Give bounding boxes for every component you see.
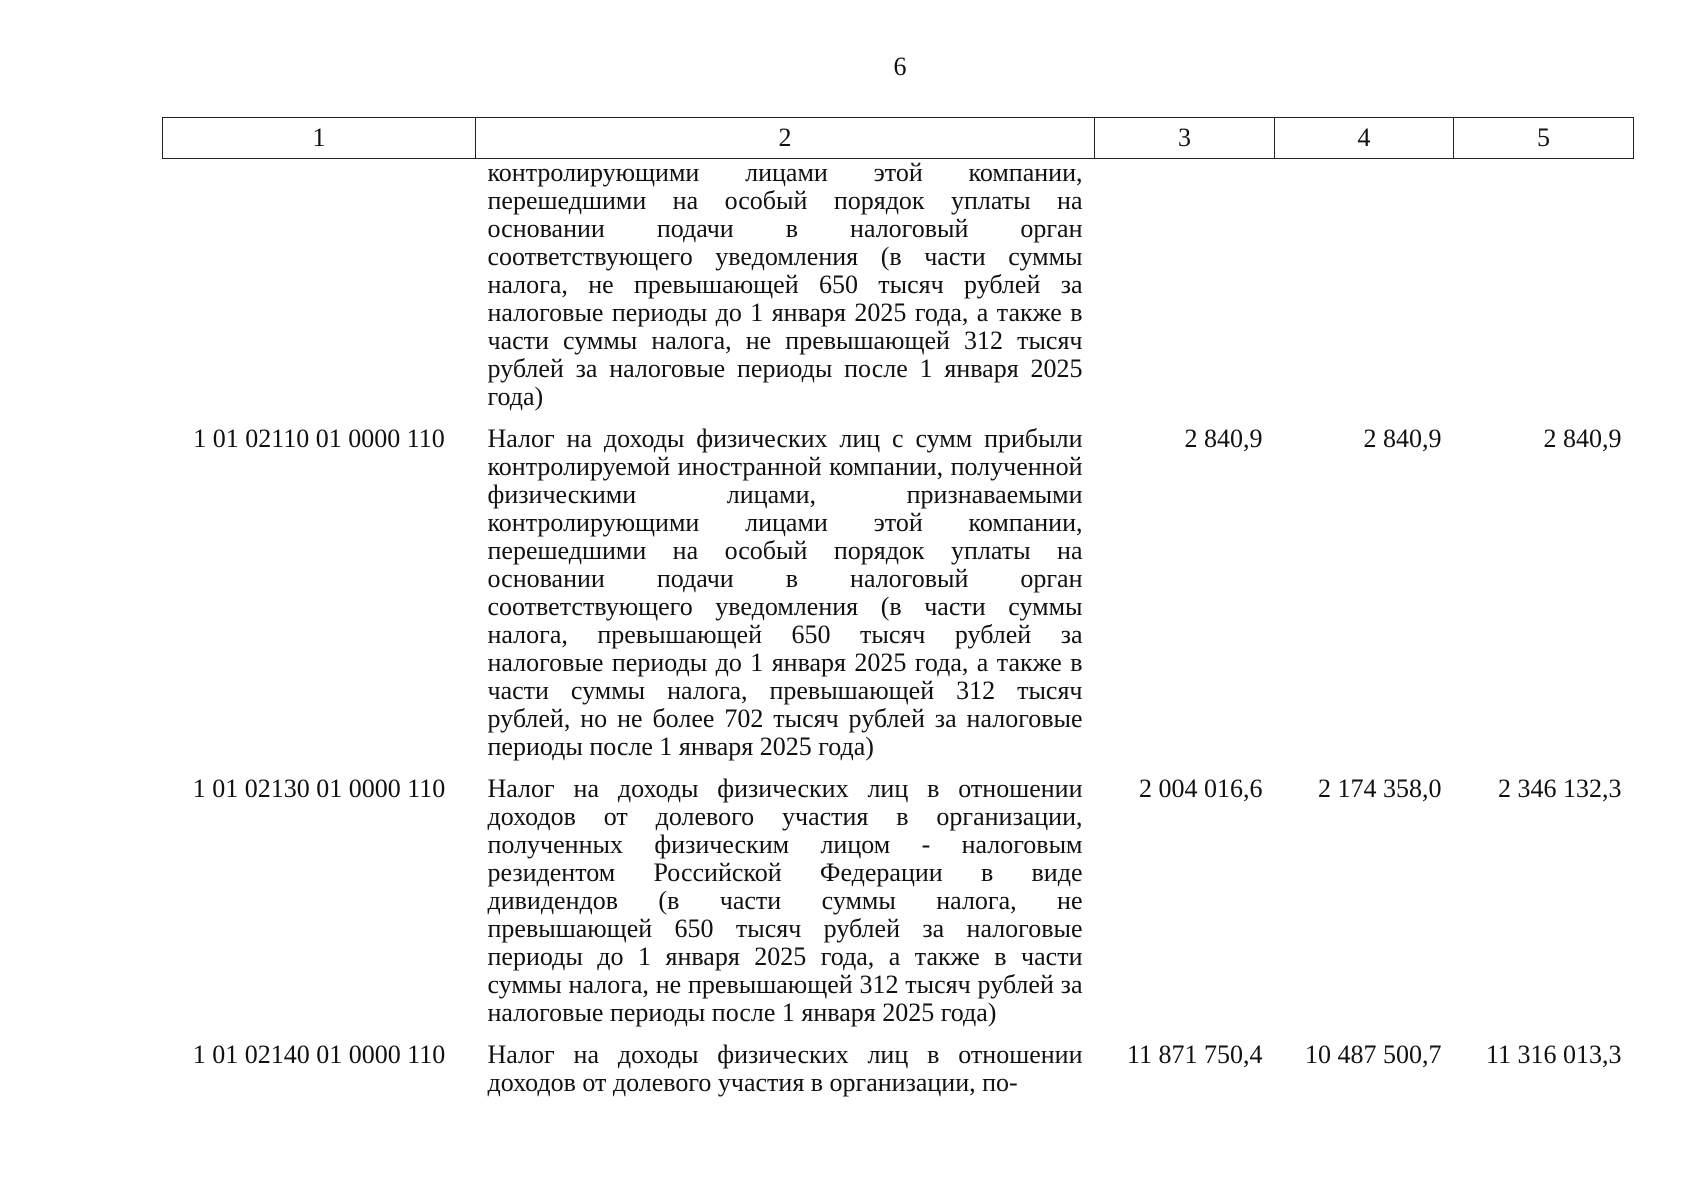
row-value-col-5: 11 316 013,3 xyxy=(1485,1040,1622,1069)
row-value-col-3 xyxy=(1095,159,1275,426)
row-value-col-5: 2 346 132,3 xyxy=(1498,774,1622,803)
row-value-col-3: 2 004 016,6 xyxy=(1139,774,1263,803)
header-col-4: 4 xyxy=(1275,118,1454,159)
table-row xyxy=(163,775,1634,1041)
row-value-col-4: 2 174 358,0 xyxy=(1318,774,1442,803)
row-value-col-4 xyxy=(1275,159,1454,426)
table-body xyxy=(163,159,1634,1112)
row-description: Налог на доходы физических лиц в отношении доходов от долевого участия в организации, по- xyxy=(487,1040,1083,1097)
table-header xyxy=(163,118,1634,159)
header-row xyxy=(163,118,1634,159)
row-value-col-3: 11 871 750,4 xyxy=(1126,1040,1263,1069)
row-code: 1 01 02110 01 0000 110 xyxy=(193,424,445,453)
table-row xyxy=(163,159,1634,426)
table-row xyxy=(163,425,1634,775)
row-code: 1 01 02140 01 0000 110 xyxy=(192,1040,446,1069)
table-row xyxy=(163,1041,1634,1111)
header-col-1: 1 xyxy=(163,118,476,159)
row-code xyxy=(163,159,476,426)
page-number: 6 xyxy=(893,52,907,81)
row-value-col-4: 2 840,9 xyxy=(1363,424,1442,453)
row-description: Налог на доходы физических лиц в отношении доходов от долевого участия в организации, полученных физическим лицом - налоговым резидентом Российской Федерации в виде дивидендов (в части суммы налога, не превышающей 650 тысяч рублей за налоговые периоды до 1 января 2025 года, а также в части суммы налога, не превышающей 312 тысяч рублей за налоговые периоды после 1 января 2025 года) xyxy=(487,774,1083,1027)
header-col-3: 3 xyxy=(1095,118,1275,159)
budget-table xyxy=(162,117,1634,1111)
row-value-col-3: 2 840,9 xyxy=(1184,424,1263,453)
row-value-col-5: 2 840,9 xyxy=(1543,424,1622,453)
row-code: 1 01 02130 01 0000 110 xyxy=(192,774,446,803)
header-col-5: 5 xyxy=(1454,118,1634,159)
row-value-col-5 xyxy=(1454,159,1634,426)
row-value-col-4: 10 487 500,7 xyxy=(1305,1040,1442,1069)
row-description: Налог на доходы физических лиц с сумм прибыли контролируемой иностранной компании, полученной физическими лицами, признаваемыми контролирующими лицами этой компании, перешедшими на особый порядок уплаты на основании подачи в налоговый орган соответствующего уведомления (в части суммы налога, превышающей 650 тысяч рублей за налоговые периоды до 1 января 2025 года, а также в части суммы налога, превышающей 312 тысяч рублей, но не более 702 тысяч рублей за налоговые периоды после 1 января 2025 года) xyxy=(487,424,1083,761)
header-col-2: 2 xyxy=(476,118,1095,159)
row-description: контролирующими лицами этой компании, перешедшими на особый порядок уплаты на основании подачи в налоговый орган соответствующего уведомления (в части суммы налога, не превышающей 650 тысяч рублей за налоговые периоды до 1 января 2025 года, а также в части суммы налога, не превышающей 312 тысяч рублей за налоговые периоды после 1 января 2025 года) xyxy=(487,158,1083,411)
